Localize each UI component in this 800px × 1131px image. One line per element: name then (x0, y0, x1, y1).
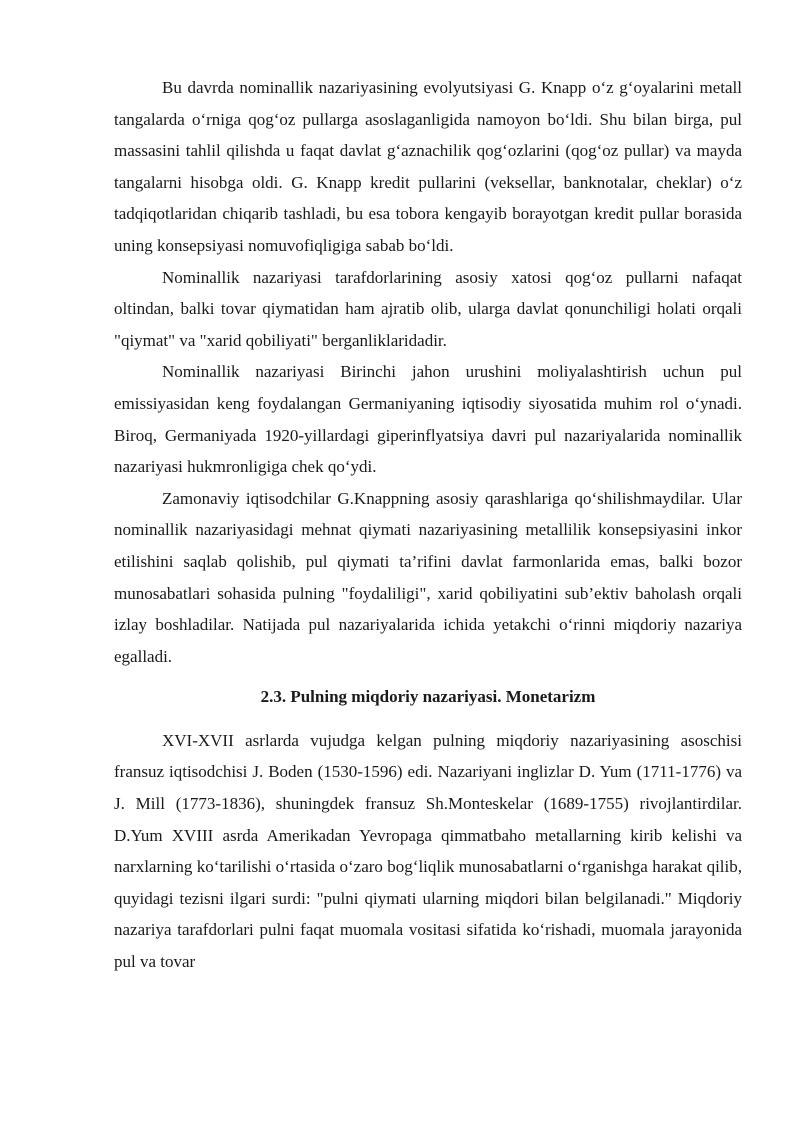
document-page (114, 72, 742, 978)
paragraph-quantity-theory: XVI-XVII asrlarda vujudga kelgan pulning miqdoriy nazariyasining asoschisi fransuz iqtisodchisi J. Boden (1530-1596) edi. Nazariyani inglizlar D. Yum (1711-1776) va J. Mill (1773-1836), shuningdek fransuz Sh.Monteskelar (1689-1755) rivojlantirdilar. D.Yum XVIII asrda Amerikadan Yevropaga qimmatbaho metallarning kirib kelishi va narxlarning ko‘tarilishi o‘rtasida o‘zaro bog‘liqlik munosabatlarni o‘rganishga harakat qilib, quyidagi tezisni ilgari surdi: "pulni qiymati ularning miqdori bilan belgilanadi." Miqdoriy nazariya tarafdorlari pulni faqat muomala vositasi sifatida ko‘rishadi, muomala jarayonida pul va tovar (114, 730, 742, 972)
section-heading: 2.3. Pulning miqdoriy nazariyasi. Monetarizm (260, 687, 596, 707)
paragraph-nominalism-error: Nominallik nazariyasi tarafdorlarining asosiy xatosi qog‘oz pullarni nafaqat oltindan, balki tovar qiymatidan ham ajratib olib, ularga davlat qonunchiligi holati orqali "qiymat" va "xarid qobiliyati" berganliklaridadir. (114, 267, 742, 350)
paragraph-knapp-evolution: Bu davrda nominallik nazariyasining evolyutsiyasi G. Knapp o‘z g‘oyalarini metall tangalarda o‘rniga qog‘oz pullarga asoslaganligida namoyon bo‘ldi. Shu bilan birga, pul massasini tahlil qilishda u faqat davlat g‘aznachilik qog‘ozlarini (qog‘oz pullar) va mayda tangalarni hisobga oldi. G. Knapp kredit pullarini (veksellar, banknotalar, cheklar) o‘z tadqiqotlaridan chiqarib tashladi, bu esa tobora kengayib borayotgan kredit pullar borasida uning konsepsiyasi nomuvofiqligiga sabab bo‘ldi. (114, 78, 742, 255)
paragraph-germany-policy: Nominallik nazariyasi Birinchi jahon urushini moliyalashtirish uchun pul emissiyasidan keng foydalangan Germaniyaning iqtisodiy siyosatida muhim rol o‘ynadi. Biroq, Germaniyada 1920-yillardagi giperinflyatsiya davri pul nazariyalarida nominallik nazariyasi hukmronligiga chek qo‘ydi. (114, 362, 742, 477)
paragraph-modern-economists: Zamonaviy iqtisodchilar G.Knappning asosiy qarashlariga qo‘shilishmaydilar. Ular nominallik nazariyasidagi mehnat qiymati nazariyasining metallilik konsepsiyasini inkor etilishini saqlab qolishib, pul qiymati ta’rifini davlat farmonlarida emas, balki bozor munosabatlari sohasida pulning "foydaliligi", xarid qobiliyatini sub’ektiv baholash orqali izlay boshladilar. Natijada pul nazariyalarida ichida yetakchi o‘rinni miqdoriy nazariya egalladi. (114, 488, 742, 666)
